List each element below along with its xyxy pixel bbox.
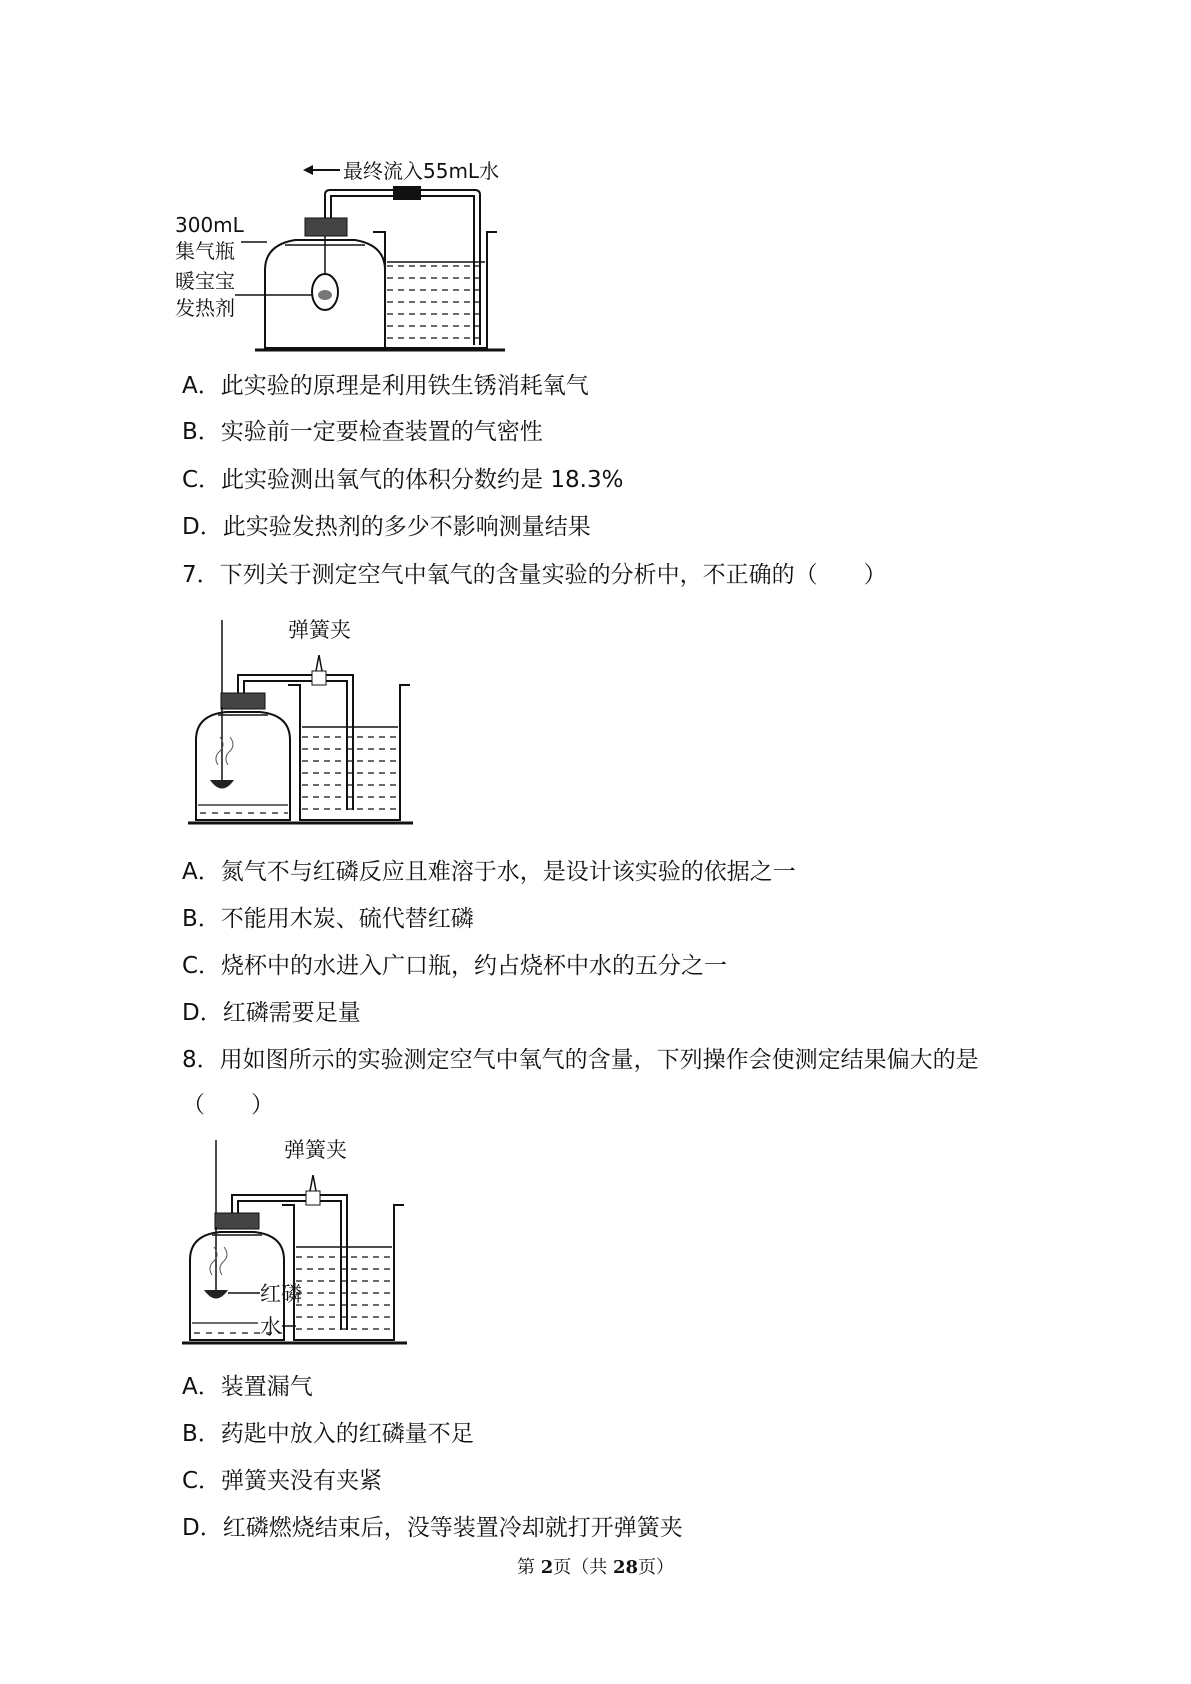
figure-red-phosphorus-apparatus-1 (188, 615, 418, 830)
figure-red-phosphorus-apparatus-2 (182, 1135, 412, 1350)
q7-option-d: D．红磷需要足量 (182, 1000, 361, 1026)
label-volume: 300mL (175, 213, 244, 237)
spring-clip-label: 弹簧夹 (288, 618, 351, 642)
q8-option-a: A．装置漏气 (182, 1374, 313, 1400)
label-warm-pack: 暖宝宝 (175, 269, 235, 293)
spring-clip-label-2: 弹簧夹 (284, 1138, 347, 1162)
label-gas-bottle: 集气瓶 (175, 239, 235, 263)
q8-option-b: B．药匙中放入的红磷量不足 (182, 1421, 474, 1447)
q6-option-d: D．此实验发热剂的多少不影响测量结果 (182, 514, 591, 540)
q6-option-b: B．实验前一定要检查装置的气密性 (182, 419, 543, 445)
q6-option-a: A．此实验的原理是利用铁生锈消耗氧气 (182, 373, 589, 399)
q8-option-d: D．红磷燃烧结束后，没等装置冷却就打开弹簧夹 (182, 1515, 683, 1541)
label-heating-agent: 发热剂 (175, 296, 235, 320)
page-footer: 第 2页（共 28页） (516, 1557, 675, 1578)
label-red-phosphorus: 红磷 (260, 1282, 302, 1306)
q8-option-c: C．弹簧夹没有夹紧 (182, 1468, 383, 1494)
q7-option-c: C．烧杯中的水进入广口瓶，约占烧杯中水的五分之一 (182, 953, 728, 979)
q7-option-a: A．氮气不与红磷反应且难溶于水，是设计该实验的依据之一 (182, 859, 796, 885)
q8-stem-line1: 8．用如图所示的实验测定空气中氧气的含量，下列操作会使测定结果偏大的是 (182, 1047, 979, 1073)
label-water: 水 (260, 1315, 281, 1339)
flow-label: 最终流入55mL水 (343, 159, 500, 183)
total-pages: 28 (612, 1557, 639, 1578)
q7-option-b: B．不能用木炭、硫代替红磷 (182, 906, 474, 932)
q7-stem: 7．下列关于测定空气中氧气的含量实验的分析中，不正确的（ ） (182, 562, 887, 588)
q6-option-c: C．此实验测出氧气的体积分数约是 18.3% (182, 467, 624, 493)
current-page: 2 (540, 1557, 554, 1578)
figure-warm-pack-apparatus (175, 150, 515, 355)
q8-stem-line2: （ ） (182, 1092, 274, 1118)
